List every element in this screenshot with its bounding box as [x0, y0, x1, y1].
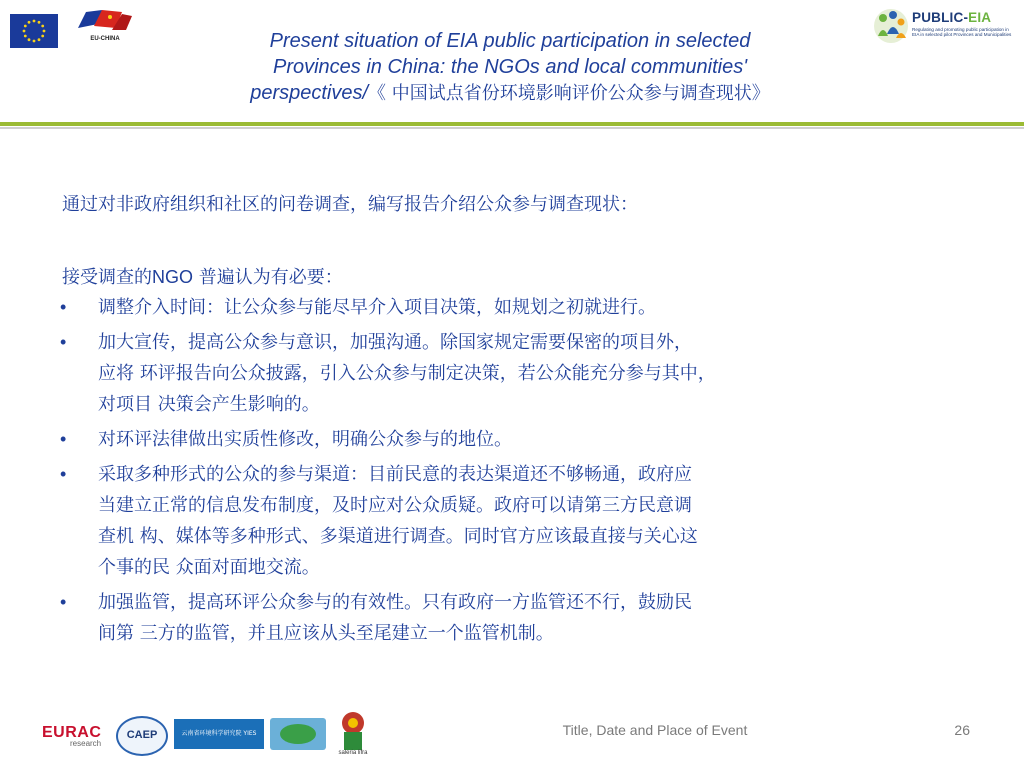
eurac-logo [42, 722, 112, 752]
bullet-dot: • [60, 592, 67, 612]
list-item-line: 调整介入时间：让公众参与能尽早介入项目决策，如规划之初就进行。 [98, 297, 656, 318]
public-eia-people-icon [872, 4, 910, 52]
green-organisation-logo [270, 718, 326, 750]
list-item [62, 292, 972, 323]
title-line-3-en: perspectives/ [250, 82, 369, 104]
list-item [62, 587, 972, 649]
flower-tower-label: saleria lifra [338, 750, 368, 756]
page-title [150, 28, 870, 107]
slide-body [62, 190, 972, 649]
list-item [62, 424, 972, 455]
yies-logo: 云南省环境科学研究院 YIES [174, 719, 264, 749]
list-item-line: 查机 构、媒体等多种形式、多渠道进行调查。同时官方应该最直接与关心这 [98, 526, 698, 547]
flower-tower-logo [336, 712, 370, 758]
lead-latin: NGO [152, 267, 194, 287]
public-eia-accent: EIA [968, 10, 992, 25]
partner-logos [42, 712, 382, 756]
list-item-line: 间第 三方的监管，并且应该从头至尾建立一个监管机制。 [98, 623, 554, 644]
intro-text: 通过对非政府组织和社区的问卷调查，编写报告介绍公众参与调查现状： [62, 194, 638, 215]
list-item-line: 对环评法律做出实质性修改，明确公众参与的地位。 [98, 429, 512, 450]
eu-china-logo [72, 6, 138, 56]
bullet-dot: • [60, 464, 67, 484]
lead-text [62, 262, 972, 292]
eurac-name: EURAC [42, 724, 102, 741]
bullet-dot: • [60, 332, 67, 352]
title-line-3 [150, 80, 870, 107]
title-line-1: Present situation of EIA public participation in selected [269, 30, 751, 52]
list-item-line: 加强监管，提高环评公众参与的有效性。只有政府一方监管还不行，鼓励民 [98, 592, 692, 613]
list-item-line: 对项目 决策会产生影响的。 [98, 394, 320, 415]
bullet-list [62, 292, 972, 649]
list-item-line: 采取多种形式的公众的参与渠道：目前民意的表达渠道还不够畅通，政府应 [98, 464, 692, 485]
public-eia-logo [872, 4, 1018, 54]
footer-event-info: Title, Date and Place of Event [562, 722, 748, 738]
list-item [62, 327, 972, 420]
list-item-line: 加大宣传，提高公众参与意识，加强沟通。除国家规定需要保密的项目外， [98, 332, 692, 353]
eu-china-text: EU-CHINA [90, 36, 120, 42]
page-number: 26 [954, 722, 970, 738]
lead-suffix: 普遍认为有必要： [193, 267, 343, 288]
title-cn: 《 中国试点省份环境影响评价公众参与调查现状》 [368, 83, 770, 104]
eu-flag-logo [10, 14, 58, 48]
bullet-dot: • [60, 297, 67, 317]
public-eia-title [912, 10, 991, 25]
header-divider-shadow [0, 127, 1024, 129]
public-eia-prefix: PUBLIC- [912, 10, 969, 25]
list-item [62, 459, 972, 583]
list-item-line: 应将 环评报告向公众披露，引入公众参与制定决策，若公众能充分参与其中， [98, 363, 716, 384]
bullet-dot: • [60, 429, 67, 449]
list-item-line: 个事的民 众面对面地交流。 [98, 557, 320, 578]
title-line-2: Provinces in China: the NGOs and local communities' [272, 56, 748, 78]
eurac-sub: research [70, 739, 102, 748]
list-item-line: 当建立正常的信息发布制度，及时应对公众质疑。政府可以请第三方民意调 [98, 495, 692, 516]
caep-logo: CAEP [116, 716, 168, 756]
header-divider [0, 122, 1024, 126]
public-eia-subtitle: Regulating and promoting public participation in EIA in selected pilot Provinces and Municipalities [912, 27, 1012, 38]
lead-prefix: 接受调查的 [62, 267, 152, 288]
